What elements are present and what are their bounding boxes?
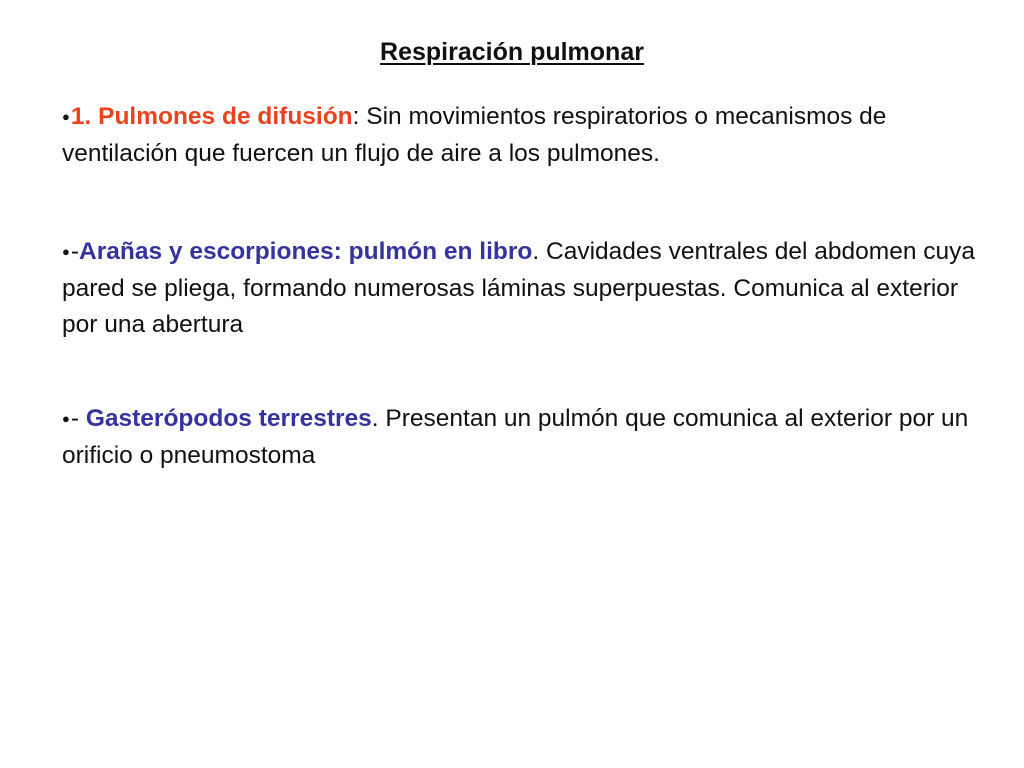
paragraph-gasteropodos <box>62 401 982 474</box>
highlight-term: Arañas y escorpiones: pulmón en libro <box>79 238 533 265</box>
bullet-icon: ● <box>62 410 70 426</box>
bullet-icon: ● <box>62 243 70 259</box>
paragraph-pulmones-difusion <box>62 99 982 172</box>
paragraph-body: . Cavidades ventrales del abdomen cuya pared se pliega, formando numerosas láminas superpuestas. Comunica al exterior por una abertura <box>62 238 976 338</box>
paragraph-aranas-escorpiones <box>62 234 982 343</box>
slide-title: Respiración pulmonar <box>380 38 644 66</box>
bullet-icon: ● <box>62 108 70 124</box>
paragraph-body: : Sin movimientos respiratorios o mecanismos de ventilación que fuercen un flujo de aire a los pulmones. <box>62 103 887 167</box>
highlight-term: 1. Pulmones de difusión <box>70 103 353 130</box>
paragraph-prefix: - <box>70 405 86 432</box>
highlight-term: Gasterópodos terrestres <box>85 405 372 432</box>
paragraph-body: . Presentan un pulmón que comunica al exterior por un orificio o pneumostoma <box>62 405 969 469</box>
paragraph-prefix: - <box>70 238 80 265</box>
